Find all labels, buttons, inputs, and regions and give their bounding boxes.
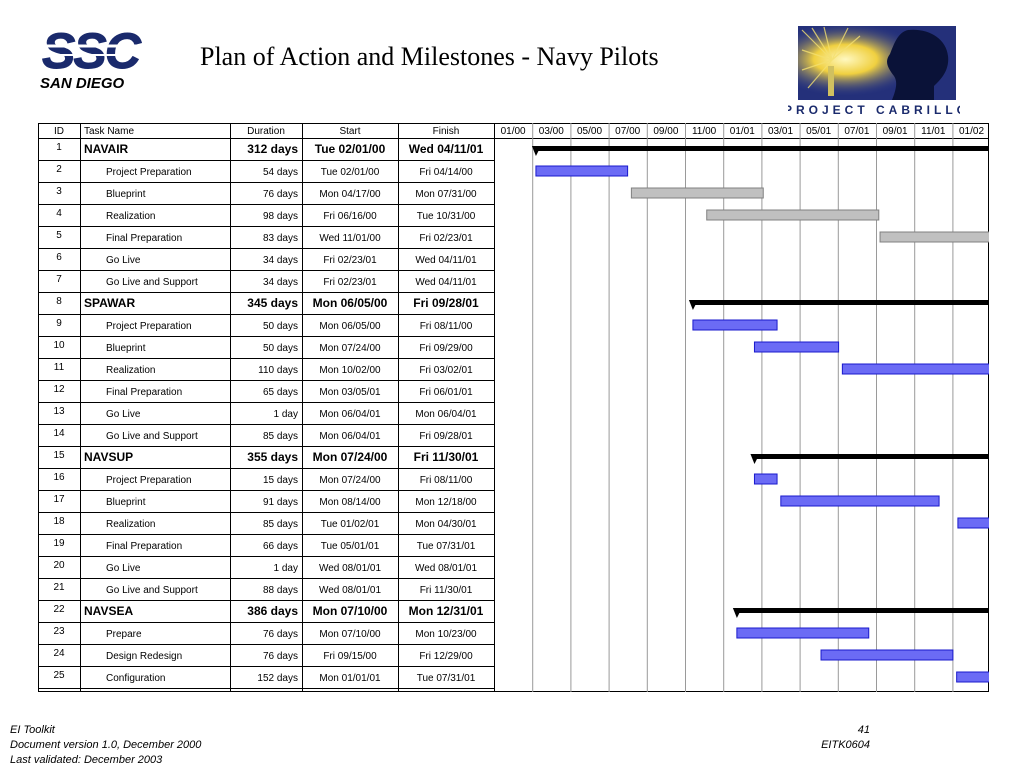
cell-finish: Fri 09/28/01	[419, 431, 473, 442]
cell-duration: 386 days	[247, 604, 298, 618]
task-bar	[781, 496, 939, 506]
cell-id: 16	[53, 472, 65, 483]
cell-duration: 76 days	[262, 629, 298, 640]
cell-id: 21	[53, 582, 65, 593]
footer-right	[790, 723, 870, 753]
task-bar	[880, 232, 989, 242]
summary-bar	[536, 146, 989, 151]
cell-duration: 312 days	[247, 142, 298, 156]
timeline-label: 05/00	[576, 126, 603, 137]
cell-task-name: Prepare	[106, 629, 142, 640]
cell-id: 19	[53, 538, 65, 549]
cell-task-name: Go Live and Support	[106, 585, 198, 596]
cell-finish: Mon 04/30/01	[415, 519, 477, 530]
cell-task-name: Design Redesign	[106, 651, 183, 662]
footer-page-number: 41	[857, 724, 870, 736]
logo-ssc-text: SSC	[42, 23, 139, 79]
gantt-chart	[38, 123, 989, 692]
footer-doc-code: EITK0604	[821, 739, 870, 751]
cell-duration: 1 day	[273, 563, 298, 574]
timeline-label: 09/00	[653, 126, 679, 137]
summary-bar	[754, 454, 989, 459]
timeline-label: 07/01	[844, 126, 870, 137]
cell-duration: 345 days	[247, 296, 298, 310]
timeline-label: 11/00	[691, 126, 717, 137]
footer-left	[10, 723, 201, 768]
timeline-label: 03/01	[767, 126, 794, 137]
cell-task-name: Final Preparation	[106, 387, 183, 398]
cell-start: Mon 07/10/00	[312, 604, 388, 618]
cell-id: 23	[53, 626, 65, 637]
cell-start: Fri 02/23/01	[323, 255, 377, 266]
timeline-label: 11/01	[921, 126, 946, 137]
cell-start: Mon 01/01/01	[319, 673, 381, 684]
cell-task-name: Project Preparation	[106, 321, 192, 332]
cell-start: Tue 01/02/01	[320, 519, 380, 530]
cell-finish: Wed 04/11/01	[415, 255, 477, 266]
cell-id: 12	[53, 384, 65, 395]
cell-duration: 50 days	[262, 343, 298, 354]
logo-san-diego-text: SAN DIEGO	[40, 75, 125, 92]
cell-duration: 54 days	[262, 167, 298, 178]
column-header-finish: Finish	[432, 126, 460, 137]
cell-task-name: NAVSUP	[84, 450, 134, 464]
cell-start: Mon 06/05/00	[312, 296, 388, 310]
summary-bar	[693, 300, 989, 305]
cell-duration: 76 days	[262, 189, 298, 200]
cell-finish: Mon 10/23/00	[415, 629, 477, 640]
cell-finish: Fri 03/02/01	[419, 365, 473, 376]
cell-task-name: Final Preparation	[106, 233, 183, 244]
cell-task-name: Project Preparation	[106, 167, 192, 178]
cell-finish: Fri 11/30/01	[419, 585, 473, 596]
task-bar	[958, 518, 989, 528]
cell-duration: 85 days	[262, 519, 298, 530]
column-header-start: Start	[339, 126, 361, 137]
task-bar	[842, 364, 989, 374]
cell-finish: Fri 11/30/01	[413, 450, 479, 464]
cell-duration: 355 days	[247, 450, 298, 464]
cell-start: Mon 07/24/00	[319, 475, 381, 486]
cell-id: 14	[53, 428, 65, 439]
cell-duration: 15 days	[262, 475, 298, 486]
cell-start: Wed 08/01/01	[318, 585, 382, 596]
cell-start: Mon 07/10/00	[319, 629, 381, 640]
cell-start: Fri 09/15/00	[323, 651, 377, 662]
cell-start: Mon 06/05/00	[319, 321, 381, 332]
gantt-svg	[38, 123, 989, 692]
column-header-id: ID	[54, 126, 64, 137]
cell-start: Mon 07/24/00	[312, 450, 388, 464]
cell-start: Mon 06/04/01	[319, 409, 381, 420]
cell-id: 25	[53, 670, 65, 681]
cell-task-name: Blueprint	[106, 343, 146, 354]
cell-id: 10	[53, 340, 65, 351]
cell-id: 6	[56, 252, 62, 263]
cell-task-name: Realization	[106, 519, 156, 530]
cell-start: Tue 05/01/01	[320, 541, 380, 552]
cell-duration: 152 days	[257, 673, 298, 684]
cell-start: Mon 10/02/00	[319, 365, 381, 376]
cell-finish: Mon 07/31/00	[415, 189, 477, 200]
task-bar	[957, 672, 989, 682]
task-bar	[693, 320, 777, 330]
timeline-label: 01/00	[500, 126, 526, 137]
cell-start: Mon 08/14/00	[319, 497, 381, 508]
cell-start: Fri 06/16/00	[323, 211, 377, 222]
cell-id: 17	[53, 494, 65, 505]
cell-duration: 76 days	[262, 651, 298, 662]
cell-duration: 98 days	[262, 211, 298, 222]
cell-task-name: Go Live and Support	[106, 277, 198, 288]
cell-task-name: Blueprint	[106, 497, 146, 508]
footer-toolkit-name: EI Toolkit	[10, 724, 55, 736]
footer-document-version: Document version 1.0, December 2000	[10, 739, 202, 751]
cell-task-name: Project Preparation	[106, 475, 192, 486]
cell-finish: Mon 12/18/00	[415, 497, 477, 508]
timeline-label: 01/01	[729, 126, 755, 137]
cell-finish: Fri 12/29/00	[419, 651, 473, 662]
cell-id: 9	[56, 318, 62, 329]
page-title: Plan of Action and Milestones - Navy Pilots	[200, 42, 659, 71]
cell-start: Wed 08/01/01	[318, 563, 382, 574]
cell-start: Mon 03/05/01	[319, 387, 381, 398]
cell-task-name: Blueprint	[106, 189, 146, 200]
cell-duration: 50 days	[262, 321, 298, 332]
cell-task-name: Configuration	[106, 673, 166, 684]
task-bar	[821, 650, 953, 660]
cell-finish: Tue 07/31/01	[416, 541, 476, 552]
cell-task-name: Go Live	[106, 563, 141, 574]
cell-duration: 83 days	[262, 233, 298, 244]
cell-start: Fri 02/23/01	[323, 277, 377, 288]
ssc-san-diego-logo	[36, 22, 196, 94]
cell-finish: Fri 04/14/00	[419, 167, 473, 178]
cell-duration: 91 days	[262, 497, 298, 508]
cell-finish: Fri 09/28/01	[413, 296, 479, 310]
cell-start: Tue 02/01/00	[314, 142, 386, 156]
ssc-logo-mark	[40, 23, 186, 79]
cell-finish: Tue 07/31/01	[416, 673, 476, 684]
task-bar	[536, 166, 628, 176]
cell-finish: Tue 10/31/00	[416, 211, 476, 222]
cell-id: 24	[53, 648, 65, 659]
cell-task-name: Realization	[106, 211, 156, 222]
task-bar	[707, 210, 879, 220]
cell-task-name: Final Preparation	[106, 541, 183, 552]
project-cabrillo-logo	[788, 26, 960, 118]
cell-duration: 34 days	[262, 277, 298, 288]
cell-id: 15	[53, 450, 65, 461]
cell-start: Wed 11/01/00	[319, 233, 381, 244]
column-header-duration: Duration	[247, 126, 285, 137]
timeline-label: 09/01	[882, 126, 908, 137]
cell-start: Mon 06/04/01	[319, 431, 381, 442]
cell-id: 22	[53, 604, 65, 615]
cell-finish: Fri 06/01/01	[419, 387, 473, 398]
cell-duration: 1 day	[273, 409, 298, 420]
timeline-label: 07/00	[615, 126, 641, 137]
cell-finish: Wed 04/11/01	[415, 277, 477, 288]
cell-id: 20	[53, 560, 65, 571]
cell-id: 18	[53, 516, 65, 527]
cell-task-name: NAVSEA	[84, 604, 134, 618]
cell-finish: Mon 06/04/01	[415, 409, 477, 420]
cell-task-name: Go Live	[106, 255, 141, 266]
cell-start: Tue 02/01/00	[320, 167, 380, 178]
cell-task-name: NAVAIR	[84, 142, 129, 156]
task-bar	[631, 188, 763, 198]
column-header-task-name: Task Name	[84, 126, 135, 137]
summary-bar	[737, 608, 989, 613]
cell-finish: Fri 02/23/01	[419, 233, 473, 244]
cell-duration: 110 days	[258, 365, 298, 376]
cell-task-name: SPAWAR	[84, 296, 136, 310]
cell-duration: 34 days	[262, 255, 298, 266]
cell-finish: Fri 09/29/00	[419, 343, 473, 354]
cell-finish: Fri 08/11/00	[419, 475, 473, 486]
cell-id: 5	[56, 230, 62, 241]
cell-id: 13	[53, 406, 65, 417]
timeline-label: 03/00	[538, 126, 564, 137]
task-bar	[754, 474, 777, 484]
cell-task-name: Go Live	[106, 409, 141, 420]
cell-start: Mon 07/24/00	[319, 343, 381, 354]
task-bar	[737, 628, 869, 638]
timeline-label: 05/01	[806, 126, 832, 137]
cell-id: 1	[56, 142, 62, 153]
cell-duration: 66 days	[262, 541, 298, 552]
cell-id: 3	[56, 186, 62, 197]
cell-id: 11	[53, 362, 65, 373]
cell-task-name: Go Live and Support	[106, 431, 198, 442]
cell-task-name: Realization	[106, 365, 156, 376]
cell-id: 4	[56, 208, 62, 219]
cell-duration: 65 days	[262, 387, 298, 398]
cell-finish: Mon 12/31/01	[408, 604, 484, 618]
cell-finish: Fri 08/11/00	[419, 321, 473, 332]
cell-id: 2	[56, 164, 62, 175]
footer-last-validated: Last validated: December 2003	[10, 754, 163, 766]
cell-finish: Wed 04/11/01	[408, 142, 484, 156]
cell-duration: 88 days	[262, 585, 298, 596]
cell-id: 8	[56, 296, 62, 307]
chart-frame	[39, 124, 989, 692]
task-bar	[754, 342, 838, 352]
logo-project-cabrillo-text: PROJECT CABRILLO	[788, 103, 960, 117]
timeline-label: 01/02	[958, 126, 985, 137]
cell-id: 7	[56, 274, 62, 285]
cell-start: Mon 04/17/00	[319, 189, 381, 200]
cell-duration: 85 days	[262, 431, 298, 442]
cell-finish: Wed 08/01/01	[414, 563, 478, 574]
